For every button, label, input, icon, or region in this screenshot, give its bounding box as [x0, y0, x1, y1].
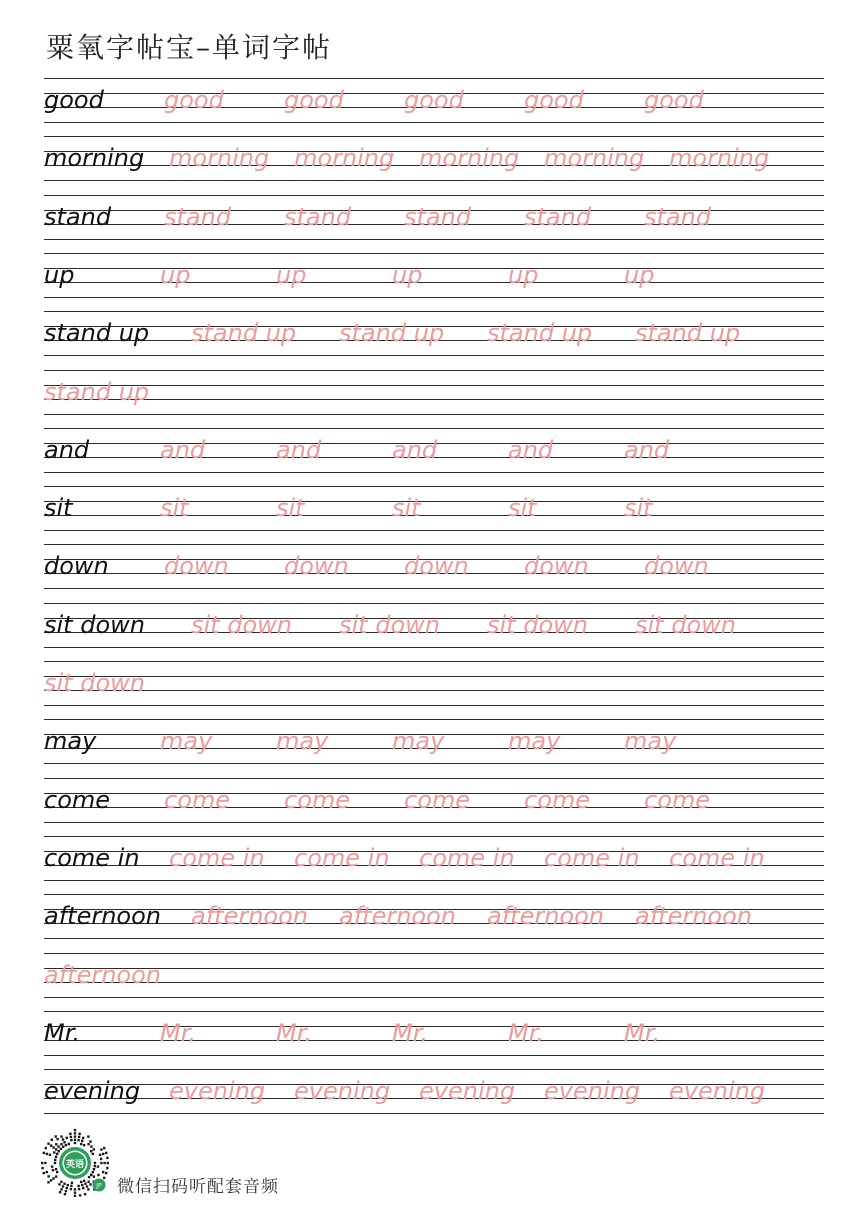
model-word: down	[44, 552, 109, 580]
model-word: come	[44, 786, 111, 814]
model-word: Mr.	[44, 1019, 80, 1047]
guide-line	[44, 880, 824, 881]
trace-word[interactable]: sit	[276, 494, 305, 522]
trace-word[interactable]: morning	[294, 144, 395, 172]
trace-word[interactable]: come	[284, 786, 351, 814]
word-row	[44, 428, 824, 472]
trace-word[interactable]: sit	[392, 494, 421, 522]
model-word: morning	[44, 144, 145, 172]
trace-word[interactable]: good	[524, 86, 584, 114]
trace-word[interactable]: morning	[669, 144, 770, 172]
guide-line	[44, 588, 824, 589]
word-row	[44, 544, 824, 588]
trace-word[interactable]: afternoon	[191, 902, 308, 930]
guide-line	[44, 822, 824, 823]
trace-word[interactable]: stand up	[44, 378, 150, 406]
word-row	[44, 253, 824, 297]
trace-word[interactable]: sit	[160, 494, 189, 522]
word-row	[44, 719, 824, 763]
trace-word[interactable]: stand up	[191, 319, 297, 347]
trace-word[interactable]: come in	[419, 844, 515, 872]
model-word: stand up	[44, 319, 150, 347]
word-row	[44, 195, 824, 239]
guide-line	[44, 297, 824, 298]
trace-word[interactable]: down	[284, 552, 349, 580]
trace-word[interactable]: stand	[524, 203, 592, 231]
trace-word[interactable]: Mr.	[160, 1019, 196, 1047]
trace-word[interactable]: Mr.	[276, 1019, 312, 1047]
trace-word[interactable]: stand	[404, 203, 472, 231]
trace-word[interactable]: morning	[419, 144, 520, 172]
trace-word[interactable]: evening	[419, 1077, 516, 1105]
word-row	[44, 603, 824, 647]
badge-small-text: JP	[96, 1182, 102, 1190]
trace-word[interactable]: Mr.	[508, 1019, 544, 1047]
trace-word[interactable]: and	[624, 436, 670, 464]
trace-word[interactable]: may	[160, 727, 213, 755]
guide-line	[44, 472, 824, 473]
trace-word[interactable]: may	[624, 727, 677, 755]
badge-text: 英语	[65, 1160, 85, 1170]
guide-line	[44, 355, 824, 356]
trace-word[interactable]: evening	[169, 1077, 266, 1105]
guide-line	[44, 1113, 824, 1114]
trace-word[interactable]: morning	[544, 144, 645, 172]
model-word: sit down	[44, 611, 145, 639]
footer	[40, 1128, 440, 1198]
trace-word[interactable]: come in	[169, 844, 265, 872]
trace-word[interactable]: stand	[164, 203, 232, 231]
trace-word[interactable]: up	[508, 261, 539, 289]
trace-word[interactable]: good	[404, 86, 464, 114]
trace-word[interactable]: come	[164, 786, 231, 814]
trace-word[interactable]: down	[644, 552, 709, 580]
trace-word[interactable]: sit down	[487, 611, 588, 639]
word-row	[44, 78, 824, 122]
model-word: afternoon	[44, 902, 161, 930]
trace-word[interactable]: evening	[669, 1077, 766, 1105]
trace-word[interactable]: and	[508, 436, 554, 464]
model-word: evening	[44, 1077, 141, 1105]
word-row	[44, 953, 824, 997]
trace-word[interactable]: afternoon	[635, 902, 752, 930]
trace-word[interactable]: morning	[169, 144, 270, 172]
trace-word[interactable]: up	[276, 261, 307, 289]
trace-word[interactable]: afternoon	[487, 902, 604, 930]
guide-line	[44, 763, 824, 764]
footer-caption: 微信扫码听配套音频	[117, 1177, 279, 1197]
trace-word[interactable]: sit down	[339, 611, 440, 639]
trace-word[interactable]: good	[284, 86, 344, 114]
trace-word[interactable]: down	[164, 552, 229, 580]
trace-word[interactable]: down	[404, 552, 469, 580]
model-word: may	[44, 727, 97, 755]
guide-line	[44, 122, 824, 123]
model-word: up	[44, 261, 75, 289]
word-row	[44, 661, 824, 705]
guide-line	[44, 997, 824, 998]
word-row	[44, 778, 824, 822]
model-word: and	[44, 436, 90, 464]
guide-line	[44, 647, 824, 648]
trace-word[interactable]: sit down	[44, 669, 145, 697]
guide-line	[44, 239, 824, 240]
word-row	[44, 136, 824, 180]
trace-word[interactable]: evening	[294, 1077, 391, 1105]
trace-word[interactable]: sit down	[191, 611, 292, 639]
trace-word[interactable]: come in	[544, 844, 640, 872]
trace-word[interactable]: come	[524, 786, 591, 814]
model-word: stand	[44, 203, 112, 231]
trace-word[interactable]: evening	[544, 1077, 641, 1105]
word-row	[44, 894, 824, 938]
trace-word[interactable]: stand up	[339, 319, 445, 347]
guide-line	[44, 530, 824, 531]
model-word: good	[44, 86, 104, 114]
trace-word[interactable]: come	[404, 786, 471, 814]
trace-word[interactable]: up	[160, 261, 191, 289]
word-row	[44, 486, 824, 530]
trace-word[interactable]: afternoon	[339, 902, 456, 930]
guide-line	[44, 414, 824, 415]
word-row	[44, 1069, 824, 1113]
trace-word[interactable]: and	[392, 436, 438, 464]
trace-word[interactable]: down	[524, 552, 589, 580]
word-row	[44, 1011, 824, 1055]
trace-word[interactable]: come in	[294, 844, 390, 872]
trace-word[interactable]: Mr.	[624, 1019, 660, 1047]
trace-word[interactable]: stand up	[635, 319, 741, 347]
trace-word[interactable]: may	[276, 727, 329, 755]
page-title: 粟氧字帖宝–单词字帖	[46, 31, 333, 64]
trace-word[interactable]: stand	[644, 203, 712, 231]
trace-word[interactable]: Mr.	[392, 1019, 428, 1047]
model-word: come in	[44, 844, 140, 872]
trace-word[interactable]: sit	[508, 494, 537, 522]
guide-line	[44, 180, 824, 181]
qr-code-icon[interactable]	[40, 1128, 110, 1198]
trace-word[interactable]: afternoon	[44, 961, 161, 989]
trace-word[interactable]: may	[392, 727, 445, 755]
trace-word[interactable]: stand up	[487, 319, 593, 347]
trace-word[interactable]: and	[276, 436, 322, 464]
trace-word[interactable]: sit	[624, 494, 653, 522]
trace-word[interactable]: stand	[284, 203, 352, 231]
trace-word[interactable]: may	[508, 727, 561, 755]
word-row	[44, 370, 824, 414]
word-row	[44, 311, 824, 355]
guide-line	[44, 1055, 824, 1056]
word-row	[44, 836, 824, 880]
guide-line	[44, 938, 824, 939]
trace-word[interactable]: good	[164, 86, 224, 114]
trace-word[interactable]: up	[624, 261, 655, 289]
trace-word[interactable]: come in	[669, 844, 765, 872]
trace-word[interactable]: come	[644, 786, 711, 814]
trace-word[interactable]: good	[644, 86, 704, 114]
trace-word[interactable]: and	[160, 436, 206, 464]
guide-line	[44, 705, 824, 706]
trace-word[interactable]: sit down	[635, 611, 736, 639]
trace-word[interactable]: up	[392, 261, 423, 289]
model-word: sit	[44, 494, 73, 522]
